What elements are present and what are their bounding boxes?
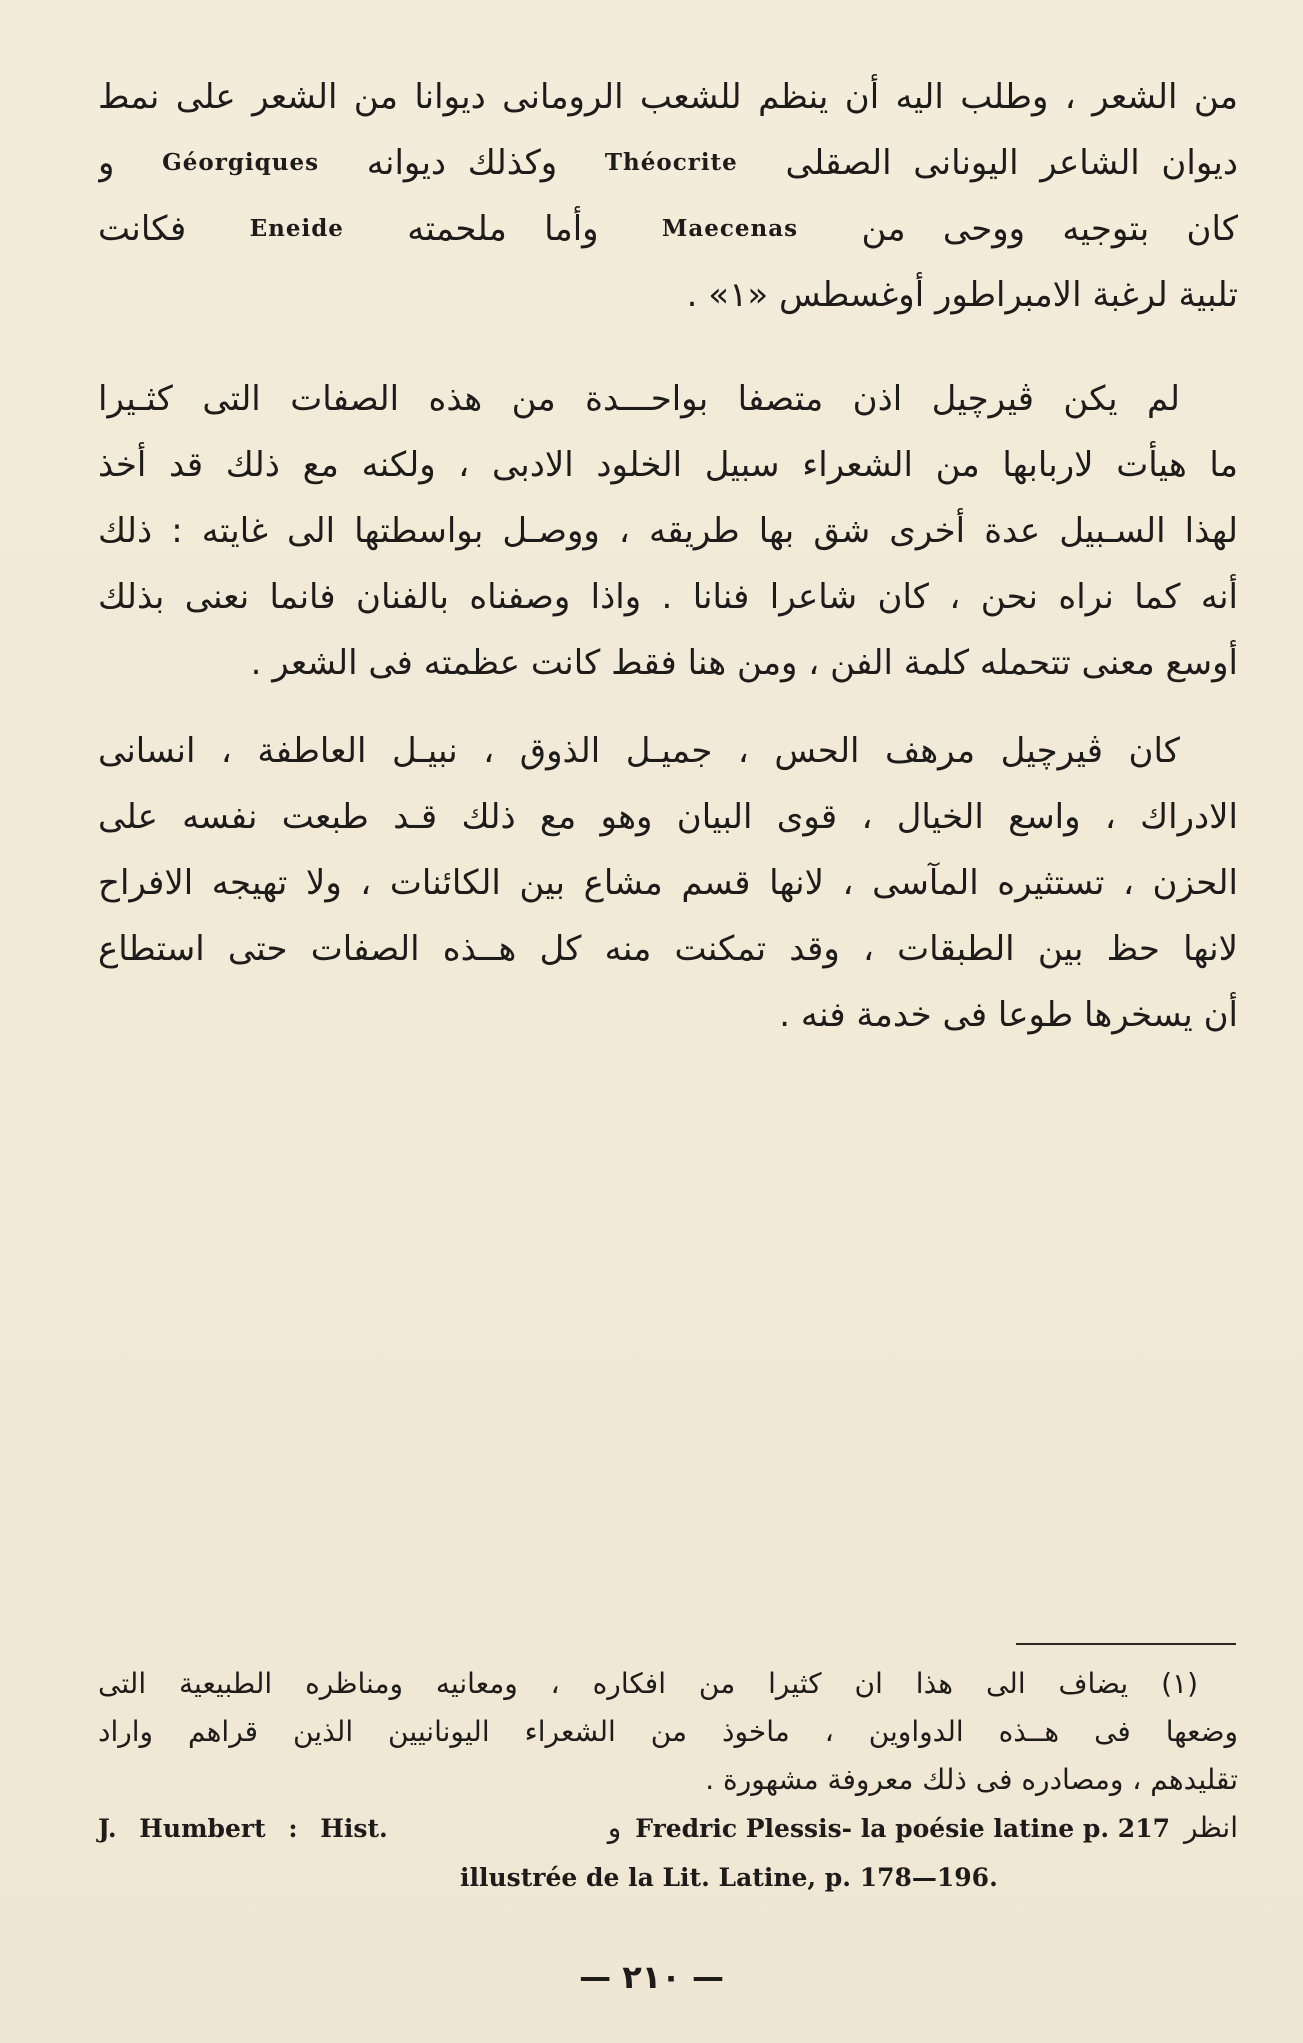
footnote-separator xyxy=(1016,1643,1236,1645)
footnote xyxy=(98,1660,1238,1904)
text-fragment: كان بتوجيه ووحى من xyxy=(861,209,1238,249)
conjunction: و xyxy=(607,1811,622,1844)
text-fragment: وكذلك ديوانه xyxy=(366,143,558,183)
text-line: تلبية لرغبة الامبراطور أوغسطس «١» . xyxy=(686,275,1238,315)
text-line: لم يكن ڤيرچيل اذن متصفا بواحـــدة من هذه الصفات التى كثـيرا xyxy=(98,379,1180,419)
text-line-with-latin-terms xyxy=(98,130,1238,196)
latin-term-maecenas: Maecenas xyxy=(661,215,799,242)
text-line: لانها حظ بين الطبقات ، وقد تمكنت منه كل هــذه الصفات حتى استطاع xyxy=(98,929,1238,969)
reference-plessis: Fredric Plessis- la poésie latine p. 217 xyxy=(635,1814,1170,1843)
text-line-with-latin-terms xyxy=(98,196,1238,262)
text-line: الحزن ، تستثيره المآسى ، لانها قسم مشاع بين الكائنات ، ولا تهيجه الافراح xyxy=(98,863,1238,903)
reference-humbert: J. Humbert : Hist. xyxy=(98,1814,388,1843)
text-fragment: فكانت xyxy=(98,209,187,249)
footnote-line: تقليدهم ، ومصادره فى ذلك معروفة مشهورة . xyxy=(705,1763,1238,1796)
text-line: أنه كما نراه نحن ، كان شاعرا فنانا . واذا وصفناه بالفنان فانما نعنى بذلك xyxy=(98,577,1238,617)
text-line: الادراك ، واسع الخيال ، قوى البيان وهو مع ذلك قـد طبعت نفسه على xyxy=(98,797,1238,837)
see-label: انظر xyxy=(1184,1811,1238,1844)
text-line: من الشعر ، وطلب اليه أن ينظم للشعب الرومانى ديوانا من الشعر على نمط xyxy=(98,77,1238,117)
text-fragment: و xyxy=(98,143,115,183)
paragraph-1 xyxy=(98,64,1238,328)
latin-term-eneide: Eneide xyxy=(249,215,344,242)
footnote-line: وضعها فى هــذه الدواوين ، ماخوذ من الشعراء اليونانيين الذين قراهم واراد xyxy=(98,1715,1238,1748)
text-fragment: وأما ملحمته xyxy=(407,209,599,249)
latin-term-theocrite: Théocrite xyxy=(604,149,738,176)
footnote-references xyxy=(98,1804,1238,1854)
reference-plessis-group xyxy=(608,1804,1238,1853)
text-line: أن يسخرها طوعا فى خدمة فنه . xyxy=(779,995,1238,1035)
text-line: ما هيأت لاربابها من الشعراء سبيل الخلود الادبى ، ولكنه مع ذلك قد أخذ xyxy=(98,445,1238,485)
reference-humbert-continued: illustrée de la Lit. Latine, p. 178—196. xyxy=(460,1863,998,1892)
page-number: — ٢١٠ — xyxy=(579,1958,724,1996)
text-fragment: ديوان الشاعر اليونانى الصقلى xyxy=(785,143,1238,183)
paragraph-2 xyxy=(98,366,1238,696)
text-line: كان ڤيرچيل مرهف الحس ، جميـل الذوق ، نبيـل العاطفة ، انسانى xyxy=(98,731,1180,771)
paragraph-3 xyxy=(98,718,1238,1048)
text-line: لهذا السـبيل عدة أخرى شق بها طريقه ، ووصـل بواسطتها الى غايته : ذلك xyxy=(98,511,1238,551)
text-line: أوسع معنى تتحمله كلمة الفن ، ومن هنا فقط كانت عظمته فى الشعر . xyxy=(250,643,1238,683)
footnote-line: (١) يضاف الى هذا ان كثيرا من افكاره ، ومعانيه ومناظره الطبيعية التى xyxy=(98,1667,1198,1700)
latin-term-georgiques: Géorgiques xyxy=(162,149,320,176)
